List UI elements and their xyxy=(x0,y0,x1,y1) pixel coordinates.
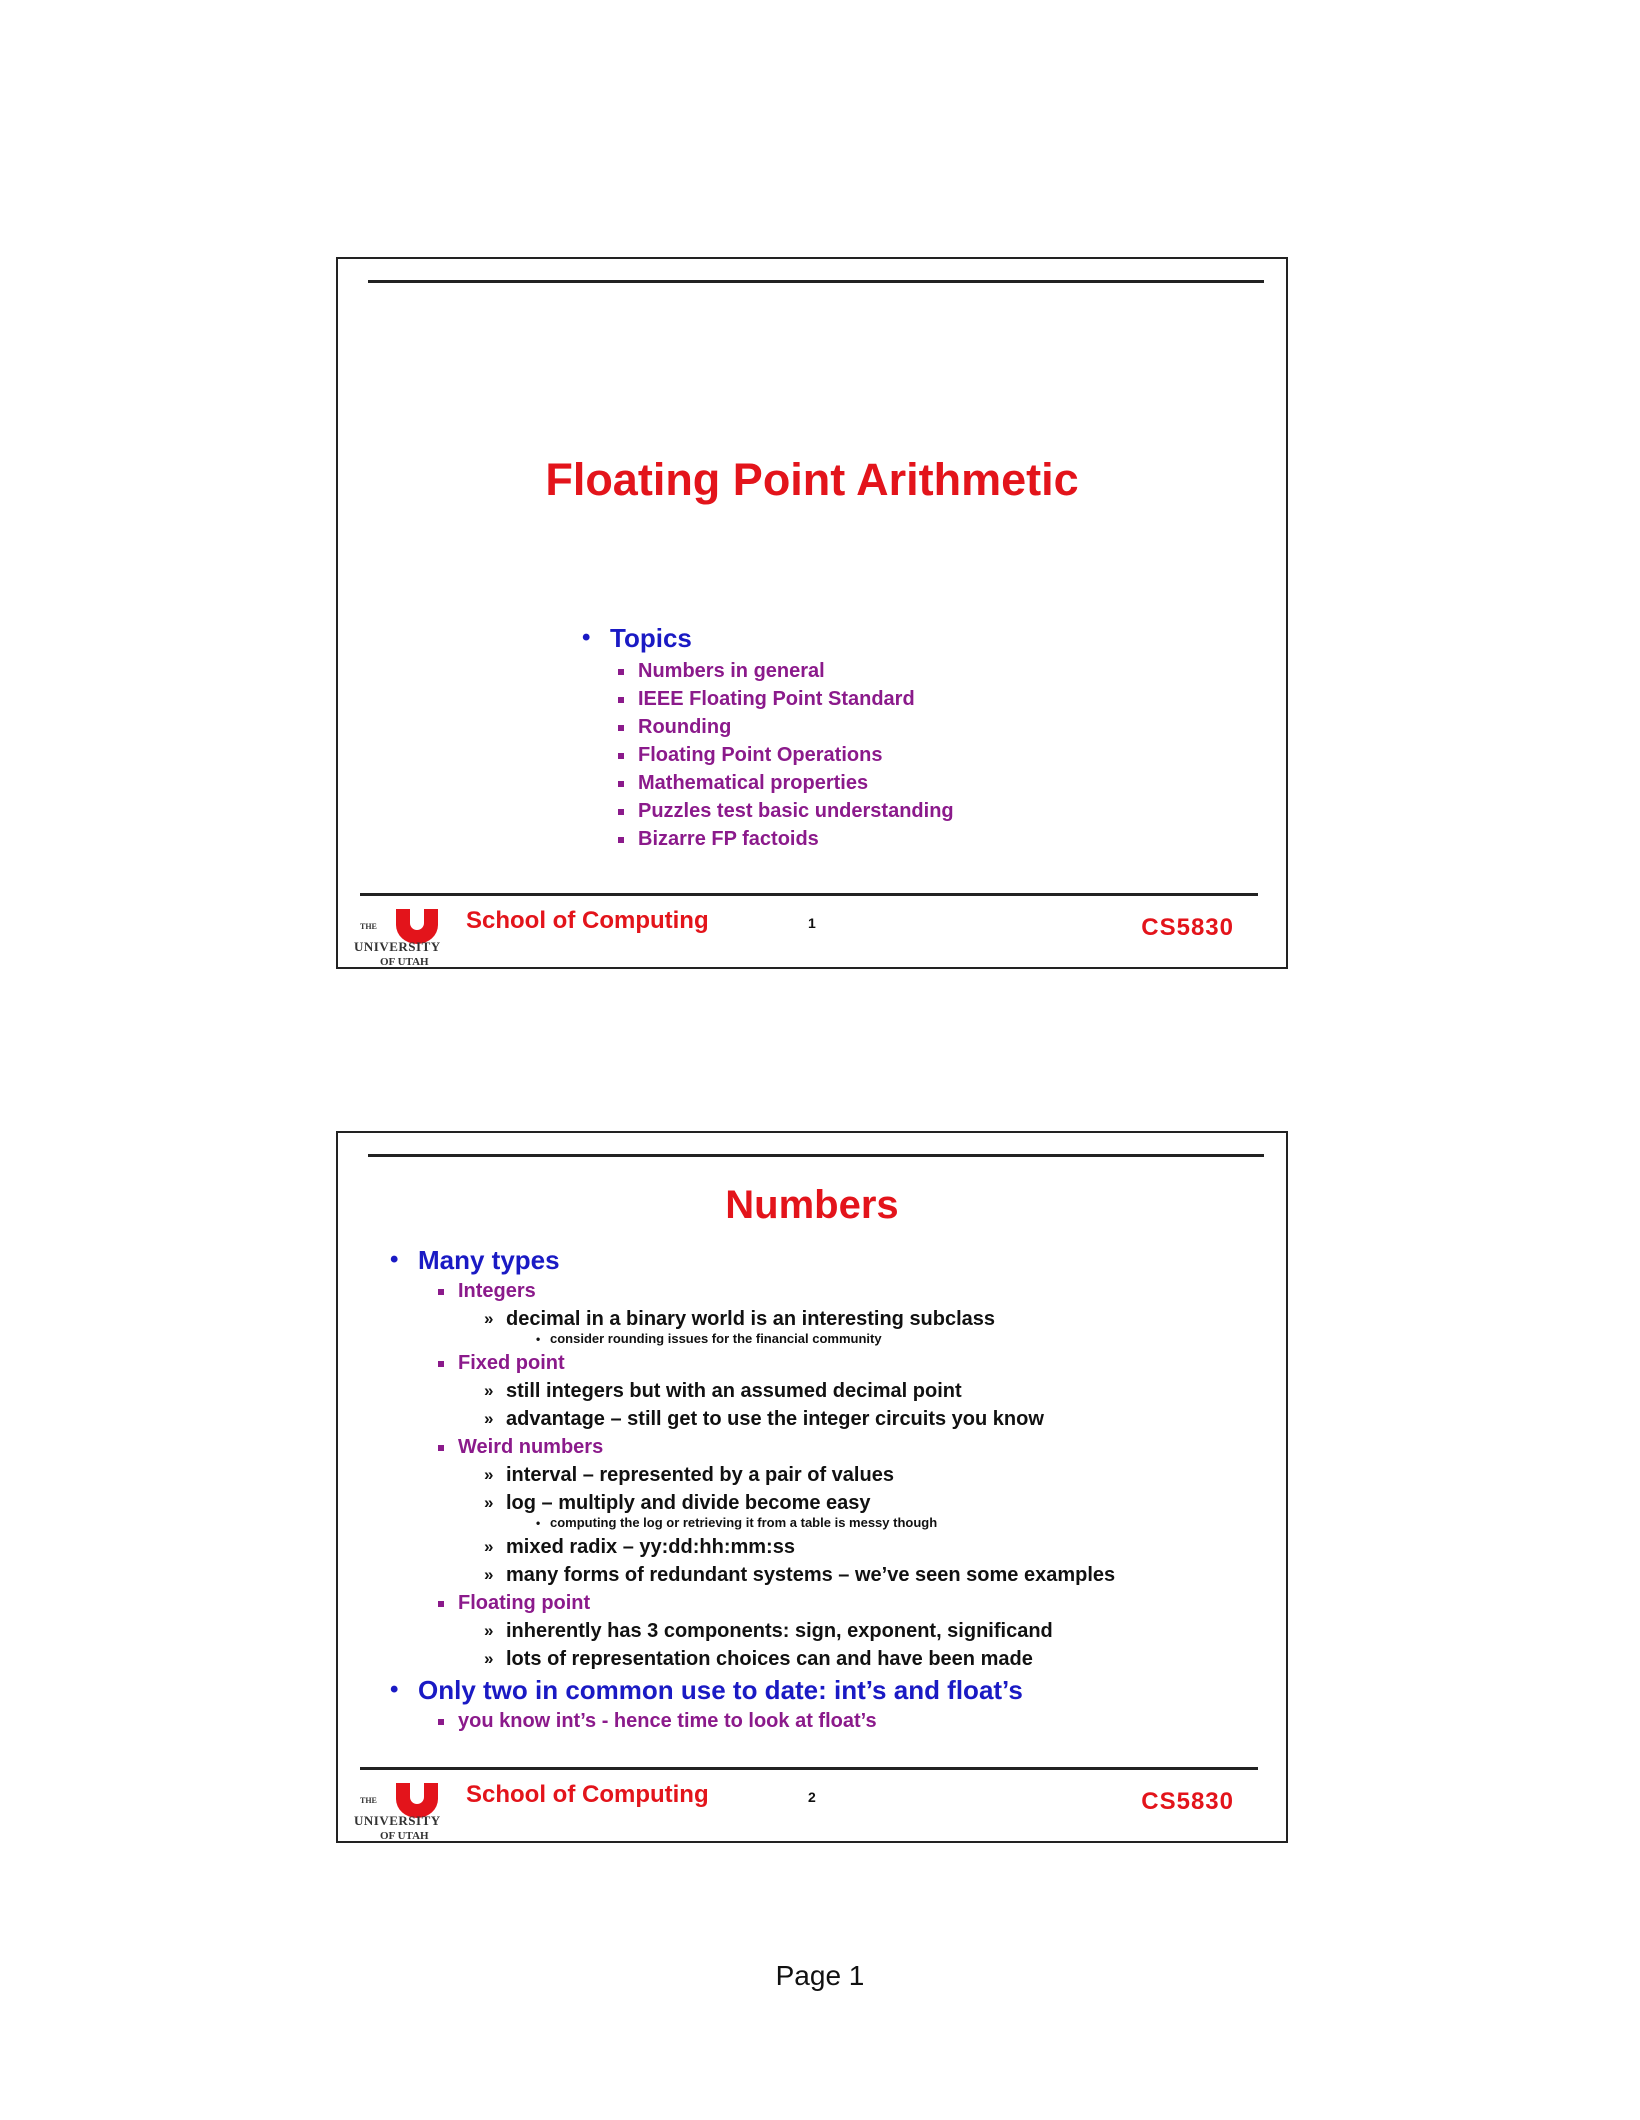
course-code: CS5830 xyxy=(1141,914,1234,941)
topics-heading: • Topics xyxy=(578,621,954,655)
bullet-level-2: Integers xyxy=(434,1277,1115,1305)
bullet-level-3: » many forms of redundant systems – we’ve seen some examples xyxy=(482,1561,1115,1589)
bullet-level-4: • consider rounding issues for the financial community xyxy=(530,1331,1115,1347)
topics-list xyxy=(578,621,954,853)
bottom-rule xyxy=(360,1767,1258,1770)
bullet-level-1: • Only two in common use to date: int’s and float’s xyxy=(386,1673,1115,1707)
svg-text:OF UTAH: OF UTAH xyxy=(380,1830,429,1842)
bottom-rule xyxy=(360,893,1258,896)
bullet-level-2: you know int’s - hence time to look at float’s xyxy=(434,1707,1115,1735)
university-of-utah-logo xyxy=(352,907,452,969)
slide-number: 2 xyxy=(808,1789,816,1805)
topic-item: IEEE Floating Point Standard xyxy=(614,685,954,713)
topic-item: Puzzles test basic understanding xyxy=(614,797,954,825)
svg-text:OF UTAH: OF UTAH xyxy=(380,956,429,968)
svg-text:UNIVERSITY: UNIVERSITY xyxy=(354,939,441,954)
bullet-level-2: Weird numbers xyxy=(434,1433,1115,1461)
university-of-utah-logo xyxy=(352,1781,452,1843)
course-code: CS5830 xyxy=(1141,1788,1234,1815)
numbers-list xyxy=(386,1243,1115,1735)
bullet-level-3: » mixed radix – yy:dd:hh:mm:ss xyxy=(482,1533,1115,1561)
bullet-level-2: Fixed point xyxy=(434,1349,1115,1377)
footer-school: School of Computing xyxy=(466,1781,709,1808)
bullet-level-3: » lots of representation choices can and have been made xyxy=(482,1645,1115,1673)
svg-text:THE: THE xyxy=(360,922,377,931)
slide-number: 1 xyxy=(808,915,816,931)
slide-1 xyxy=(336,257,1288,969)
bullet-level-3: » inherently has 3 components: sign, exponent, significand xyxy=(482,1617,1115,1645)
bullet-level-3: » interval – represented by a pair of values xyxy=(482,1461,1115,1489)
slide-title: Floating Point Arithmetic xyxy=(545,454,1079,505)
bullet-level-2: Floating point xyxy=(434,1589,1115,1617)
bullet-level-3: » log – multiply and divide become easy xyxy=(482,1489,1115,1517)
topic-item: Floating Point Operations xyxy=(614,741,954,769)
page-label: Page 1 xyxy=(775,1960,865,1991)
bullet-level-3: » decimal in a binary world is an interesting subclass xyxy=(482,1305,1115,1333)
bullet-level-1: • Many types xyxy=(386,1243,1115,1277)
bullet-level-4: • computing the log or retrieving it from a table is messy though xyxy=(530,1515,1115,1531)
bullet-level-3: » advantage – still get to use the integer circuits you know xyxy=(482,1405,1115,1433)
bullet-level-3: » still integers but with an assumed decimal point xyxy=(482,1377,1115,1405)
footer-school: School of Computing xyxy=(466,907,709,934)
topic-item: Mathematical properties xyxy=(614,769,954,797)
slide-2 xyxy=(336,1131,1288,1843)
top-rule xyxy=(368,280,1264,283)
top-rule xyxy=(368,1154,1264,1157)
svg-text:THE: THE xyxy=(360,1796,377,1805)
topic-item: Bizarre FP factoids xyxy=(614,825,954,853)
topic-item: Rounding xyxy=(614,713,954,741)
slide-title: Numbers xyxy=(725,1183,899,1227)
topic-item: Numbers in general xyxy=(614,657,954,685)
svg-text:UNIVERSITY: UNIVERSITY xyxy=(354,1813,441,1828)
